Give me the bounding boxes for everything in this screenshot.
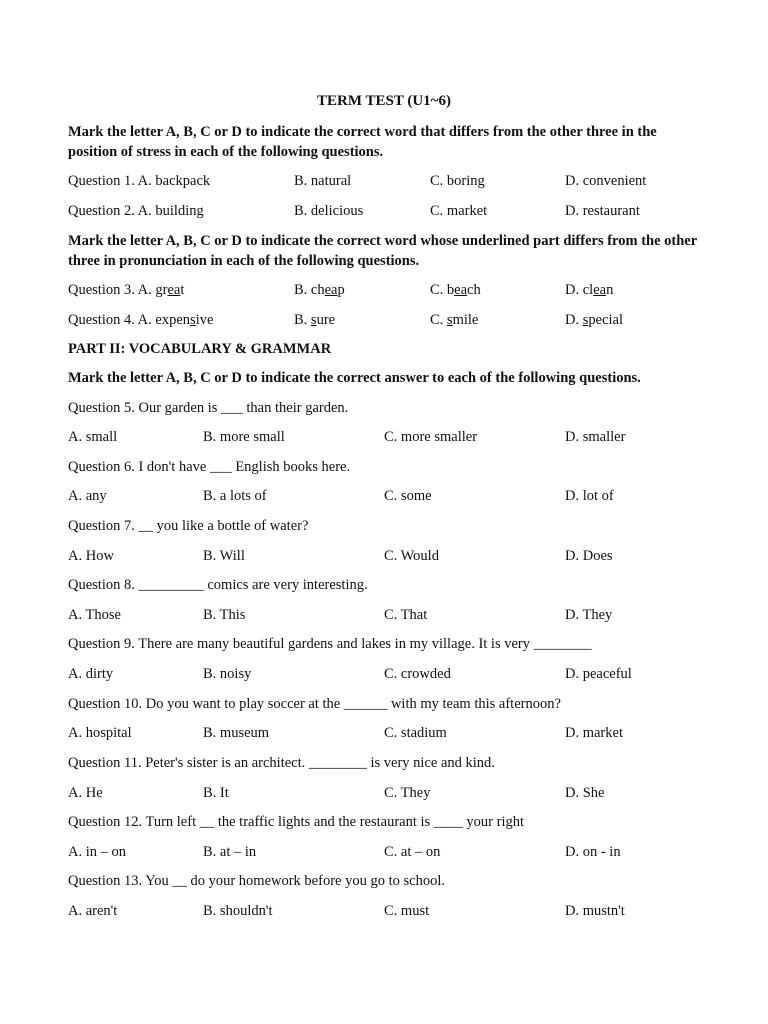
question-7-text: Question 7. __ you like a bottle of water? — [68, 518, 309, 534]
part-2-instruction: Mark the letter A, B, C or D to indicate the correct answer to each of the following questions. — [68, 370, 641, 386]
q2-option-a: Question 2. A. building — [68, 203, 204, 219]
q9-option-a: A. dirty — [68, 666, 114, 682]
question-6-options — [68, 486, 718, 506]
q13-option-c: C. must — [384, 903, 430, 919]
q3-c-underlined: ea — [454, 282, 468, 298]
q5-option-a: A. small — [68, 429, 118, 445]
question-10-text: Question 10. Do you want to play soccer at the ______ with my team this afternoon? — [68, 696, 561, 712]
q8-option-b: B. This — [203, 607, 246, 623]
question-10-options — [68, 723, 718, 743]
q3-d-post: n — [606, 282, 614, 298]
q5-option-c: C. more smaller — [384, 429, 478, 445]
q2-option-d: D. restaurant — [565, 203, 640, 219]
question-6-text: Question 6. I don't have ___ English books here. — [68, 459, 351, 475]
q3-option-d — [565, 280, 613, 300]
q7-option-c: C. Would — [384, 548, 439, 564]
q6-option-c: C. some — [384, 488, 432, 504]
q4-option-c — [430, 310, 478, 330]
q3-b-underlined: ea — [324, 282, 338, 298]
q4-d-post: pecial — [588, 312, 624, 328]
q4-d-underlined: s — [582, 312, 589, 328]
q12-option-b: B. at – in — [203, 844, 257, 860]
q4-option-a — [68, 310, 213, 330]
question-9-text: Question 9. There are many beautiful gardens and lakes in my village. It is very ________ — [68, 636, 592, 652]
q10-option-a: A. hospital — [68, 725, 132, 741]
q10-option-b: B. museum — [203, 725, 270, 741]
question-8-options — [68, 605, 718, 625]
q10-option-d: D. market — [565, 725, 623, 741]
question-13-text: Question 13. You __ do your homework before you go to school. — [68, 873, 445, 889]
q3-option-b — [294, 280, 345, 300]
q1-option-a: Question 1. A. backpack — [68, 173, 211, 189]
q11-option-c: C. They — [384, 785, 431, 801]
q4-a-pre: Question 4. A. expen — [68, 312, 191, 328]
q5-option-b: B. more small — [203, 429, 285, 445]
question-4 — [68, 310, 718, 330]
question-8-text: Question 8. _________ comics are very interesting. — [68, 577, 368, 593]
q4-option-b — [294, 310, 335, 330]
q13-option-a: A. aren't — [68, 903, 118, 919]
stress-instruction: Mark the letter A, B, C or D to indicate the correct word that differs from the other three in the position of stress in each of the following questions. — [68, 124, 657, 160]
q9-option-c: C. crowded — [384, 666, 451, 682]
q7-option-b: B. Will — [203, 548, 245, 564]
q11-option-b: B. It — [203, 785, 229, 801]
q10-option-c: C. stadium — [384, 725, 447, 741]
question-11-options — [68, 783, 718, 803]
q4-option-d — [565, 310, 623, 330]
q2-option-c: C. market — [430, 203, 488, 219]
q3-d-underlined: ea — [593, 282, 607, 298]
q7-option-a: A. How — [68, 548, 114, 564]
q9-option-d: D. peaceful — [565, 666, 632, 682]
question-7-options — [68, 546, 718, 566]
question-2 — [68, 201, 718, 221]
q4-c-pre: C. — [430, 312, 447, 328]
question-5-text: Question 5. Our garden is ___ than their garden. — [68, 400, 349, 416]
q12-option-a: A. in – on — [68, 844, 126, 860]
q4-b-underlined: s — [310, 312, 317, 328]
q2-option-b: B. delicious — [294, 203, 364, 219]
q6-option-b: B. a lots of — [203, 488, 267, 504]
q11-option-a: A. He — [68, 785, 103, 801]
question-1 — [68, 171, 718, 191]
q3-a-underlined: ea — [167, 282, 181, 298]
q8-option-c: C. That — [384, 607, 428, 623]
part-2-heading: PART II: VOCABULARY & GRAMMAR — [68, 341, 332, 357]
question-12-options — [68, 842, 718, 862]
q6-option-d: D. lot of — [565, 488, 614, 504]
q8-option-d: D. They — [565, 607, 613, 623]
question-5-options — [68, 427, 718, 447]
q13-option-b: B. shouldn't — [203, 903, 273, 919]
q7-option-d: D. Does — [565, 548, 613, 564]
q3-a-pre: Question 3. A. gr — [68, 282, 168, 298]
q3-b-post: p — [337, 282, 345, 298]
q3-a-post: t — [180, 282, 185, 298]
q12-option-d: D. on - in — [565, 844, 621, 860]
q3-option-a — [68, 280, 184, 300]
q1-option-b: B. natural — [294, 173, 352, 189]
q3-c-post: ch — [467, 282, 481, 298]
q11-option-d: D. She — [565, 785, 605, 801]
q4-d-pre: D. — [565, 312, 583, 328]
q3-b-pre: B. ch — [294, 282, 325, 298]
q5-option-d: D. smaller — [565, 429, 626, 445]
q4-a-underlined: s — [190, 312, 196, 328]
q1-option-d: D. convenient — [565, 173, 647, 189]
question-12-text: Question 12. Turn left __ the traffic lights and the restaurant is ____ your right — [68, 814, 525, 830]
question-13-options — [68, 901, 718, 921]
q4-a-post: ive — [195, 312, 214, 328]
q3-option-c — [430, 280, 481, 300]
q3-d-pre: D. cl — [565, 282, 594, 298]
q4-b-post: ure — [316, 312, 336, 328]
q3-c-pre: C. b — [430, 282, 455, 298]
q13-option-d: D. mustn't — [565, 903, 625, 919]
q12-option-c: C. at – on — [384, 844, 441, 860]
q4-c-underlined: s — [446, 312, 453, 328]
q9-option-b: B. noisy — [203, 666, 252, 682]
question-3 — [68, 280, 718, 300]
pronunciation-instruction: Mark the letter A, B, C or D to indicate the correct word whose underlined part differs from the other three in pronunciation in each of the following questions. — [68, 233, 697, 269]
q4-c-post: mile — [452, 312, 479, 328]
q1-option-c: C. boring — [430, 173, 485, 189]
question-11-text: Question 11. Peter's sister is an architect. ________ is very nice and kind. — [68, 755, 495, 771]
q4-b-pre: B. — [294, 312, 311, 328]
q8-option-a: A. Those — [68, 607, 121, 623]
question-9-options — [68, 664, 718, 684]
q6-option-a: A. any — [68, 488, 107, 504]
page-title: TERM TEST (U1~6) — [317, 93, 451, 109]
